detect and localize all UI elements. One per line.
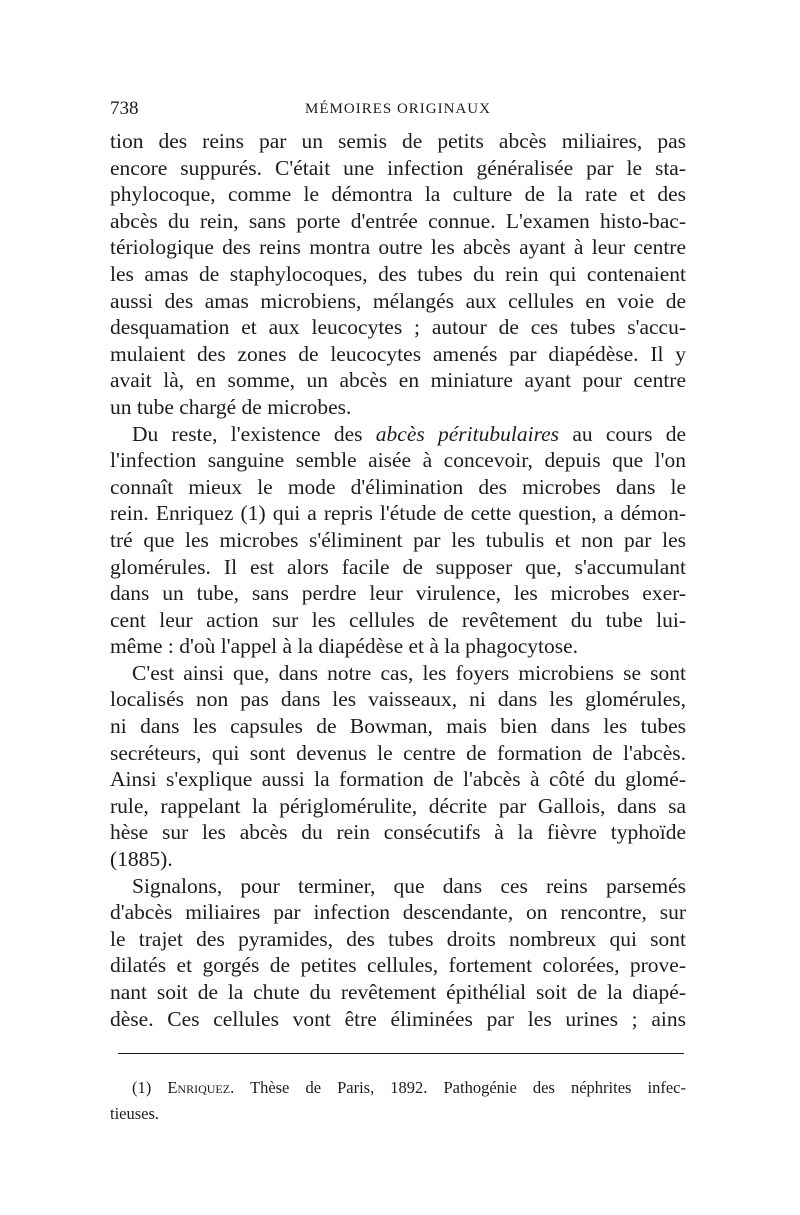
- running-head: MÉMOIRES ORIGINAUX: [305, 101, 491, 117]
- text-segment: au cours de: [572, 421, 686, 446]
- text-line: glomérules. Il est alors facile de supposer que, s'accumulant: [110, 554, 686, 579]
- footnote-marker: (1): [132, 1078, 152, 1097]
- text-line: le trajet des pyramides, des tubes droits nombreux qui sont: [110, 926, 686, 951]
- page-number: 738: [110, 98, 139, 119]
- text-line: l'infection sanguine semble aisée à concevoir, depuis que l'on: [110, 448, 686, 473]
- text-line: cent leur action sur les cellules de revêtement du tube lui-: [110, 607, 686, 632]
- page-header: [110, 98, 686, 124]
- text-line: hèse sur les abcès du rein consécutifs à la fièvre typhoïde: [110, 820, 686, 845]
- text-line: aussi des amas microbiens, mélangés aux cellules en voie de: [110, 288, 686, 313]
- footnote-author: Enriquez.: [167, 1078, 235, 1097]
- text-line: mulaient des zones de leucocytes amenés par diapédèse. Il y: [110, 341, 686, 366]
- text-segment: Du reste, l'existence des: [132, 421, 363, 446]
- text-line: secréteurs, qui sont devenus le centre de formation de l'abcès.: [110, 740, 686, 765]
- text-line: abcès du rein, sans porte d'entrée connue. L'examen histo-bac-: [110, 208, 686, 233]
- text-line: d'abcès miliaires par infection descendante, on rencontre, sur: [110, 900, 686, 925]
- text-line: [110, 421, 686, 448]
- text-line: C'est ainsi que, dans notre cas, les foyers microbiens se sont: [132, 660, 686, 685]
- italic-term: abcès péritubulaires: [375, 421, 560, 446]
- text-line: encore suppurés. C'était une infection généralisée par le sta-: [110, 155, 686, 180]
- text-line: ni dans les capsules de Bowman, mais bien dans les tubes: [110, 714, 686, 739]
- text-line: connaît mieux le mode d'élimination des microbes dans le: [110, 474, 686, 499]
- text-line: nant soit de la chute du revêtement épithélial soit de la diapé-: [110, 980, 686, 1004]
- text-line: même : d'où l'appel à la diapédèse et à la phagocytose.: [110, 634, 579, 659]
- text-line: desquamation et aux leucocytes ; autour de ces tubes s'accu-: [110, 315, 686, 340]
- text-line: dans un tube, sans perdre leur virulence, les microbes exer-: [110, 581, 686, 606]
- text-line: avait là, en somme, un abcès en miniature ayant pour centre: [110, 368, 686, 393]
- footnote-divider: [118, 1053, 684, 1054]
- text-line: tré que les microbes s'éliminent par les tubulis et non par les: [110, 527, 686, 552]
- footnote-line: tieuses.: [110, 1104, 160, 1123]
- text-line: Ainsi s'explique aussi la formation de l'abcès à côté du glomé-: [110, 767, 686, 792]
- text-line: Signalons, pour terminer, que dans ces reins parsemés: [132, 873, 686, 898]
- text-line: tion des reins par un semis de petits abcès miliaires, pas: [110, 129, 686, 153]
- footnote-line: [110, 1075, 686, 1101]
- text-line: (1885).: [110, 847, 173, 872]
- body-text: [110, 128, 686, 1032]
- text-line: un tube chargé de microbes.: [110, 394, 352, 419]
- text-line: tériologique des reins montra outre les abcès ayant à leur centre: [110, 235, 686, 260]
- footnote: [110, 1075, 686, 1127]
- text-line: dilatés et gorgés de petites cellules, fortement colorées, prove-: [110, 953, 686, 978]
- text-line: rein. Enriquez (1) qui a repris l'étude de cette question, a démon-: [110, 501, 686, 526]
- text-line: localisés non pas dans les vaisseaux, ni dans les glomérules,: [110, 687, 686, 712]
- text-line: les amas de staphylocoques, des tubes du rein qui contenaient: [110, 261, 686, 286]
- text-line: rule, rappelant la périglomérulite, décrite par Gallois, dans sa: [110, 793, 686, 818]
- text-line: phylocoque, comme le démontra la culture de la rate et des: [110, 182, 686, 207]
- text-line: dèse. Ces cellules vont être éliminées par les urines ; ains: [110, 1006, 686, 1031]
- footnote-text: Thèse de Paris, 1892. Pathogénie des néphrites infec-: [249, 1078, 686, 1097]
